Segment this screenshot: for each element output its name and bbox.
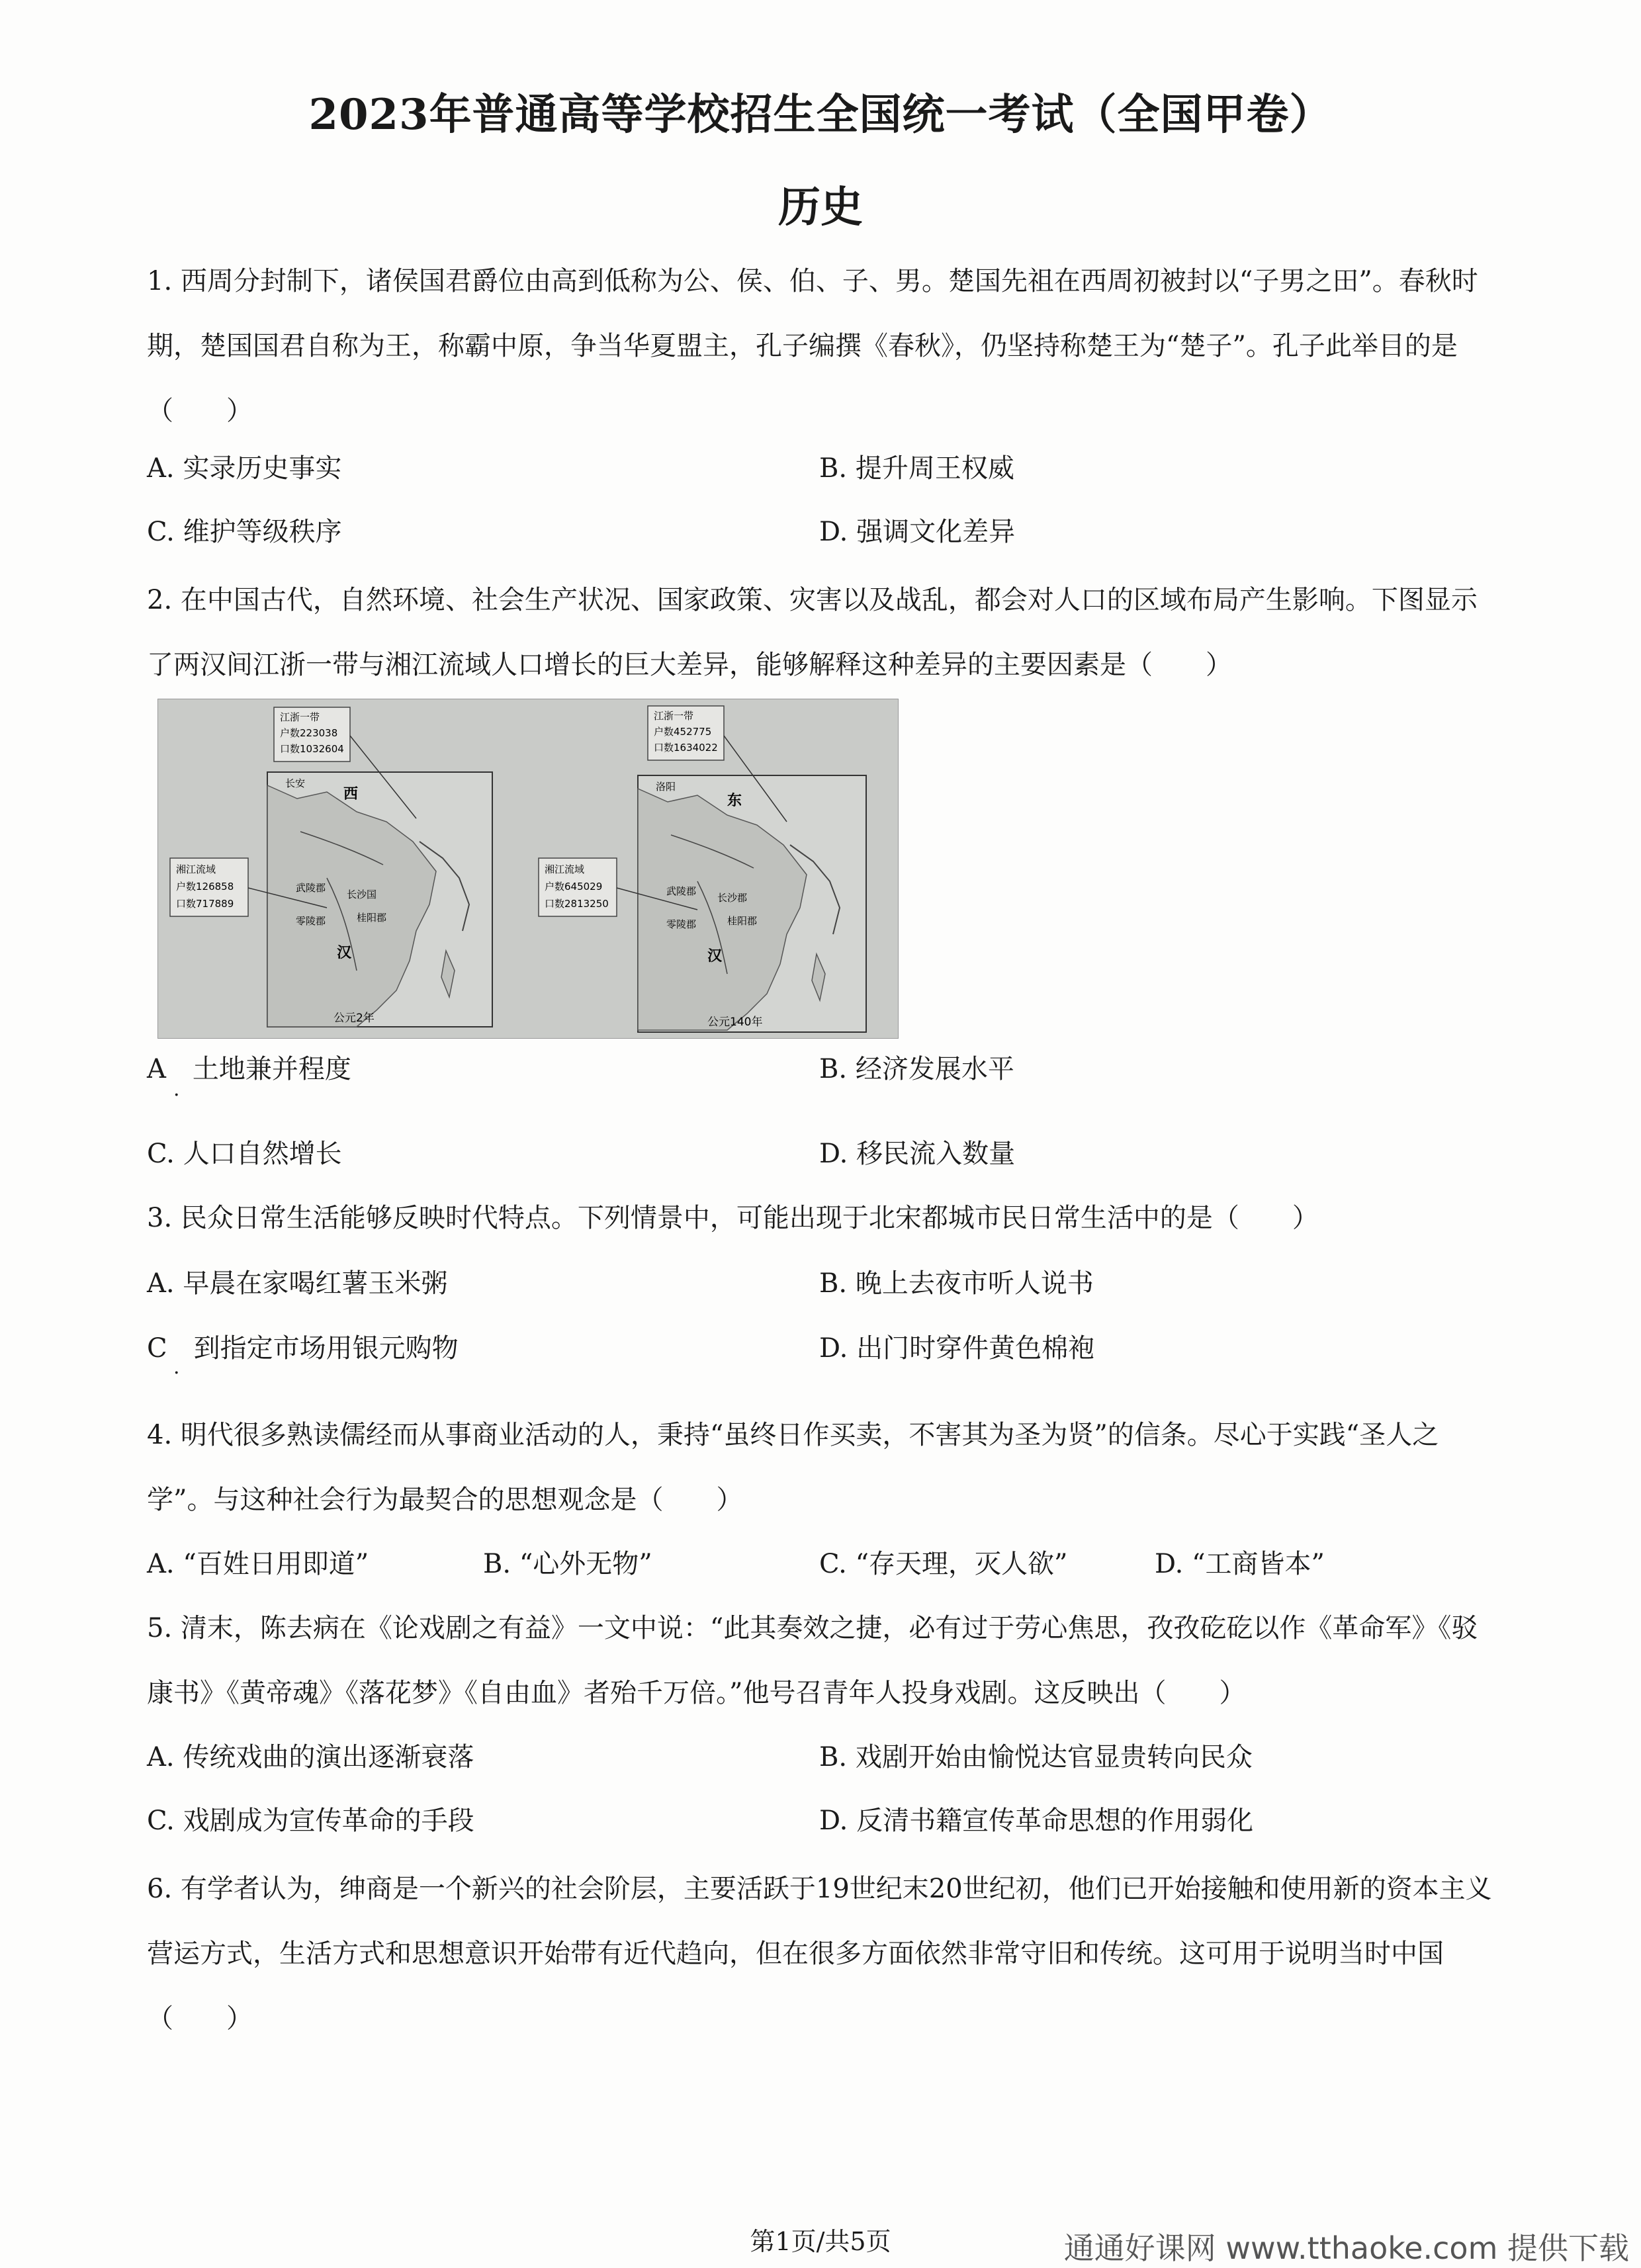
question-1-option-b: B. 提升周王权威 — [819, 453, 1014, 484]
map-left-caption: 公元2年 — [333, 1012, 375, 1025]
question-4-stem: 4. 明代很多熟读儒经而从事商业活动的人，秉持“虽终日作买卖，不害其为圣为贤”的信条。尽心于实践“圣人之学”。与这种社会行为最契合的思想观念是（ ） — [147, 1420, 1439, 1515]
map-right-label-7: 汉 — [707, 948, 723, 965]
question-2-option-d: D. 移民流入数量 — [819, 1139, 1016, 1169]
map-right-top-box-line-2: 户数452775 — [654, 726, 712, 738]
question-1-stem: 1. 西周分封制下，诸侯国君爵位由高到低称为公、侯、伯、子、男。楚国先祖在西周初被封以“子男之田”。春秋时期，楚国国君自称为王，称霸中原，争当华夏盟主，孔子编撰《春秋》，仍坚持称楚王为“楚子”。孔子此举目的是（ ） — [147, 266, 1478, 426]
population-map-figure — [157, 699, 899, 1039]
question-3-option-c: C 到指定市场用银元购物 — [147, 1333, 459, 1364]
question-3-option-d: D. 出门时穿件黄色棉袍 — [819, 1333, 1095, 1364]
map-right-label-3: 武陵郡 — [666, 885, 697, 897]
question-3-option-b: B. 晚上去夜市听人说书 — [819, 1268, 1094, 1299]
map-left-label-3: 武陵郡 — [296, 882, 326, 894]
map-left-side-box-line-2: 户数126858 — [176, 881, 234, 893]
map-right-top-box-line-3: 口数1634022 — [654, 742, 718, 754]
map-left-label-4: 长沙国 — [347, 889, 377, 900]
map-right-top-box-line-1: 江浙一带 — [654, 710, 694, 722]
question-2-option-b: B. 经济发展水平 — [819, 1054, 1014, 1084]
question-2-option-a: A 土地兼并程度 — [147, 1054, 351, 1084]
question-1-option-d: D. 强调文化差异 — [819, 517, 1016, 547]
question-2-option-c: C. 人口自然增长 — [147, 1139, 342, 1169]
question-6-stem: 6. 有学者认为，绅商是一个新兴的社会阶层，主要活跃于19世纪末20世纪初，他们已开始接触和使用新的资本主义营运方式，生活方式和思想意识开始带有近代趋向，但在很多方面依然非常守旧和传统。这可用于说明当时中国（ ） — [147, 1874, 1492, 2034]
map-right-side-box-line-3: 口数2813250 — [545, 898, 609, 910]
watermark: 通通好课网 www.tthaoke.com 提供下载 — [1063, 2230, 1629, 2266]
map-right-label-6: 桂阳郡 — [727, 915, 758, 927]
question-5-option-c: C. 戏剧成为宣传革命的手段 — [147, 1806, 474, 1836]
subject-title: 历史 — [778, 183, 863, 232]
map-right-label-1: 洛阳 — [656, 781, 676, 793]
map-left-top-box-line-2: 户数223038 — [280, 727, 338, 739]
question-2-stem: 2. 在中国古代，自然环境、社会生产状况、国家政策、灾害以及战乱，都会对人口的区域布局产生影响。下图显示了两汉间江浙一带与湘江流域人口增长的巨大差异，能够解释这种差异的主要因素是（ ） — [147, 585, 1478, 680]
question-1-option-c: C. 维护等级秩序 — [147, 517, 342, 547]
map-left-label-2: 西 — [343, 786, 359, 803]
map-figure-svg — [158, 699, 898, 1038]
map-right-label-4: 长沙郡 — [717, 892, 748, 904]
question-4-option-a: A. “百姓日用即道” — [147, 1549, 369, 1579]
map-left-label-7: 汉 — [337, 945, 352, 961]
question-5-option-b: B. 戏剧开始由愉悦达官显贵转向民众 — [819, 1742, 1253, 1772]
question-5-option-a: A. 传统戏曲的演出逐渐衰落 — [147, 1742, 474, 1772]
question-5-option-d: D. 反清书籍宣传革命思想的作用弱化 — [819, 1806, 1254, 1836]
question-3-stem: 3. 民众日常生活能够反映时代特点。下列情景中，可能出现于北宋都城市民日常生活中的是（ ） — [147, 1203, 1319, 1233]
map-right-label-2: 东 — [727, 793, 742, 809]
map-left-label-5: 零陵郡 — [296, 915, 326, 927]
question-3-option-a: A. 早晨在家喝红薯玉米粥 — [147, 1268, 448, 1299]
map-right-side-box-line-2: 户数645029 — [545, 881, 603, 893]
question-1-option-a: A. 实录历史事实 — [147, 453, 342, 484]
map-right-caption: 公元140年 — [707, 1016, 763, 1029]
map-left-side-box-line-3: 口数717889 — [176, 898, 234, 910]
map-right-label-5: 零陵郡 — [666, 918, 697, 930]
question-4-option-b: B. “心外无物” — [483, 1549, 652, 1579]
question-4-option-c: C. “存天理，灭人欲” — [819, 1549, 1068, 1579]
map-left-top-box-line-1: 江浙一带 — [280, 711, 320, 723]
question-5-stem: 5. 清末，陈去病在《论戏剧之有益》一文中说：“此其奏效之捷，必有过于劳心焦思，孜孜矻矻以作《革命军》《驳康书》《黄帝魂》《落花梦》《自由血》者殆千万倍。”他号召青年人投身戏剧。这反映出（ ） — [147, 1613, 1478, 1708]
map-left-top-box-line-3: 口数1032604 — [280, 743, 344, 755]
exam-title: 2023年普通高等学校招生全国统一考试（全国甲卷） — [308, 90, 1333, 140]
page-number: 第1页/共5页 — [750, 2227, 891, 2256]
map-left-label-1: 长安 — [285, 777, 306, 789]
map-left-side-box-line-1: 湘江流域 — [176, 863, 216, 875]
map-left — [170, 707, 492, 1027]
map-right-side-box-line-1: 湘江流域 — [545, 863, 585, 875]
map-left-label-6: 桂阳郡 — [357, 912, 387, 924]
map-right — [539, 706, 866, 1032]
question-4-option-d: D. “工商皆本” — [1155, 1549, 1325, 1579]
